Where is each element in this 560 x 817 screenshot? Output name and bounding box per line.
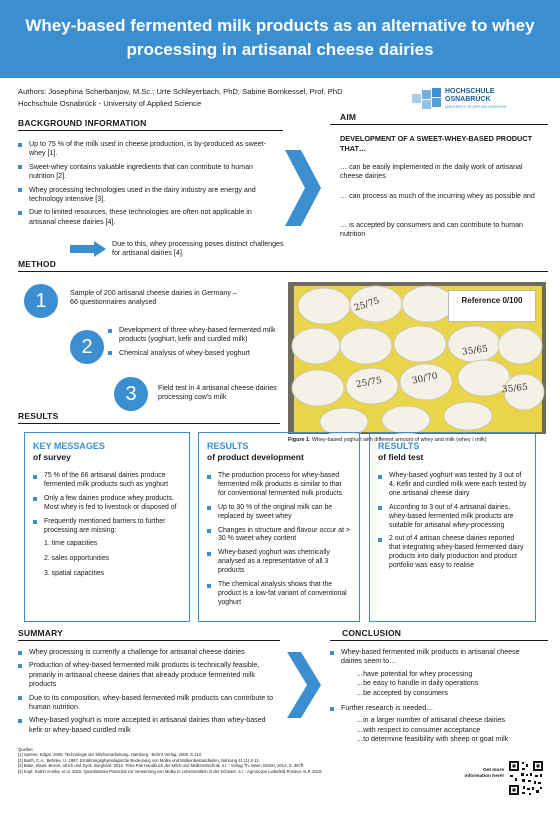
sub-item: …be accepted by consumers (356, 688, 448, 697)
lid-label: 25/75 (355, 375, 383, 391)
chevron-right-icon (287, 652, 321, 718)
lid-label: 35/65 (461, 344, 489, 358)
field-list (378, 472, 527, 571)
logo-square-icon (422, 90, 431, 99)
figure-caption: Figure 1: Whey-based yoghurt with different amount of whey and milk (whey / milk) (288, 437, 487, 443)
reference-label: Reference 0/100 (448, 290, 536, 322)
sub-item: …in a larger number of artisanal cheese dairies (356, 716, 506, 725)
list-item: Sweet-whey contains valuable ingredients that can contribute to human nutrition [2]. (18, 163, 280, 182)
list-item: Only a few dairies produce whey products. Most whey is fed to livestock or disposed of (33, 495, 181, 513)
results-box-survey (24, 432, 190, 622)
list-item: Whey processing technologies used in the dairy industry are energy and technology intensive [3]. (18, 186, 280, 205)
method-divider (18, 271, 548, 272)
logo-text: HOCHSCHULE OSNABRÜCK (445, 88, 495, 103)
sub-item: …with respect to consumer acceptance (356, 725, 481, 734)
list-item: Due to limited resources, these technologies are often not applicable in artisanal cheese dairies [4]. (18, 208, 280, 227)
affiliation-line: Hochschule Osnabrück - University of Applied Science (18, 99, 202, 108)
list-item: Frequently mentioned barriers to further processing are missing: (33, 518, 181, 536)
list-item: Whey-based fermented milk products in artisanal cheese dairies seem to… (330, 648, 542, 667)
author-block (18, 86, 343, 110)
numbered-item: 1. time capacities (44, 540, 98, 548)
lid-label: 25/75 (353, 296, 381, 314)
conclusion-heading: CONCLUSION (342, 628, 402, 638)
sub-item: …be easy to handle in daily operations (356, 679, 479, 688)
list-item: Changes in structure and flavour occur at > 30 % sweet whey content (207, 527, 351, 545)
background-divider (18, 130, 283, 131)
summary-list (18, 648, 280, 739)
list-item: Production of whey-based fermented milk products is technically feasible, primarily in artisanal cheese dairies that already produce fermented milk products (18, 661, 280, 689)
step-2-circle: 2 (70, 330, 104, 364)
list-item: Further research is needed… (330, 704, 542, 713)
step-3-text: Field test in 4 artisanal cheese dairies processing cow's milk (158, 384, 277, 402)
list-item: Whey-based yoghurt is more accepted in artisanal dairies than whey-based kefir or whey-based curdled milk (18, 716, 280, 735)
step-2-list (108, 326, 278, 362)
references (18, 747, 488, 774)
chevron-right-icon (285, 150, 321, 226)
aim-item: … is accepted by consumers and can contribute to human nutrition (340, 221, 523, 239)
method-heading: METHOD (18, 259, 57, 269)
title-banner (0, 0, 560, 78)
list-item: Chemical analysis of whey-based yoghurt (108, 349, 278, 358)
list-item: Due to its composition, whey-based fermented milk products can contribute to human nutrition. (18, 694, 280, 713)
reference-item: [1] Sprerer, Edgar. 2005. Technologie der Milchverarbeitung. Hamburg : Behr's Verlag, 2005, S.110. (18, 752, 203, 758)
list-item: The production process for whey-based fermented milk products is similar to that for conventional fermented milk products (207, 472, 351, 499)
yoghurt-photo (288, 282, 546, 434)
list-item: 2 out of 4 artisan cheese dairies reported that integrating whey-based fermented dairy products into daily production and product portfolio was easy to realise (378, 535, 527, 571)
lid-label: 30/70 (411, 371, 439, 387)
survey-list (33, 472, 181, 535)
list-item: 75 % of the 66 artisanal dairies produce fermented milk products such as yoghurt (33, 472, 181, 490)
results-box-product (198, 432, 360, 622)
step-1-text: Sample of 200 artisanal cheese dairies in Germany – 66 questionnaires analysed (70, 289, 237, 307)
background-conclusion: Due to this, whey processing poses distinct challenges for artisanal dairies [4]. (112, 240, 284, 258)
box-subtitle: of field test (378, 452, 424, 462)
list-item: Up to 30 % of the original milk can be replaced by sweet whey (207, 504, 351, 522)
list-item: Whey processing is currently a challenge for artisanal cheese dairies (18, 648, 280, 657)
step-3-circle: 3 (114, 377, 148, 411)
conclusion-divider (330, 640, 548, 641)
logo-square-icon (412, 94, 421, 103)
conclusion-body (330, 648, 542, 745)
aim-heading: AIM (340, 112, 357, 122)
reference-item: [4] Kopf, Katrin Annika, et al. 2015. Quantitatives Potenzial zur Verwertung von Molke in Lebensmitteln in der Schweiz. s.l. : Agroscope Liebefeld-Posieux ALP, 2015. (18, 768, 323, 774)
aim-divider (330, 124, 548, 125)
summary-heading: SUMMARY (18, 628, 63, 638)
box-title: KEY MESSAGES (33, 441, 105, 451)
authors-line: Authors: Josephina Scherbanjow, M.Sc.; Urte Schleyerbach, PhD; Sabine Bornkessel, Prof. PhD (18, 87, 343, 96)
aim-item: … can be easily implemented in the daily work of artisanal cheese dairies (340, 163, 523, 181)
lid-label: 35/65 (501, 382, 529, 396)
aim-title: DEVELOPMENT OF A SWEET-WHEY-BASED PRODUCT THAT… (340, 134, 533, 153)
university-logo (412, 88, 524, 114)
product-list (207, 472, 351, 608)
list-item: Whey-based yoghurt was chemically analysed as a representative of all 3 products (207, 549, 351, 576)
results-heading: RESULTS (18, 411, 59, 421)
box-subtitle: of survey (33, 452, 71, 462)
logo-square-icon (422, 100, 431, 109)
list-item: Whey-based yoghurt was tested by 3 out of 4, Kefir and curdled milk were each tested by one artisanal cheese dairy (378, 472, 527, 499)
references-label: Quellen: (18, 747, 34, 752)
list-item: The chemical analysis shows that the product is a low-fat variant of conventional yoghurt (207, 581, 351, 608)
reference-item: [2] Barth, C.A.; Behnke, U. 1997. Ernährungsphysiologische Bedeutung von Molke und Molkenbestandteilen, Nahrung 41 (1) 2-12. (18, 757, 260, 763)
logo-subtext: UNIVERSITY OF APPLIED SCIENCES (445, 105, 507, 109)
sub-item: …to determine feasibility with sheep or goat milk (356, 735, 509, 744)
poster-title: Whey-based fermented milk products as an alternative to whey processing in artisanal cheese dairies (25, 16, 535, 59)
list-item: Up to 75 % of the milk used in cheese production, is by-produced as sweet-whey [1]. (18, 140, 280, 159)
aim-item: … can process as much of the incurring whey as possible and (340, 192, 535, 200)
box-subtitle: of product development (207, 452, 304, 462)
numbered-item: 3. spatial capacities (44, 570, 105, 578)
arrow-right-icon (70, 241, 106, 257)
background-list (18, 140, 280, 231)
box-title: RESULTS (378, 441, 420, 451)
logo-square-icon (432, 98, 441, 107)
results-divider (18, 423, 280, 424)
results-box-field (369, 432, 536, 622)
box-title: RESULTS (207, 441, 249, 451)
summary-divider (18, 640, 280, 641)
logo-square-icon (432, 88, 441, 97)
more-info-text: Get more information here! (464, 768, 504, 779)
background-heading: BACKGROUND INFORMATION (18, 118, 147, 128)
step-1-circle: 1 (24, 284, 58, 318)
numbered-item: 2. sales opportunities (44, 555, 110, 563)
sub-item: …have potential for whey processing (356, 669, 473, 678)
list-item: According to 3 out of 4 artisanal dairies, whey-based fermented milk products are suitable for artisanal whey-processing (378, 504, 527, 531)
list-item: Development of three whey-based fermented milk products (yoghurt, kefir and curdled milk) (108, 326, 278, 345)
reference-item: [3] Bake, Klaus, Beeck, Ulrich und Dyck, Burghard. 2012. Tetra Pak Handbuch der Milch und Molkereitechnik. s.l. : Verlag Th. Mann GmbH, 2012, S. 367ff. (18, 763, 305, 769)
qr-code-icon[interactable] (508, 760, 544, 796)
